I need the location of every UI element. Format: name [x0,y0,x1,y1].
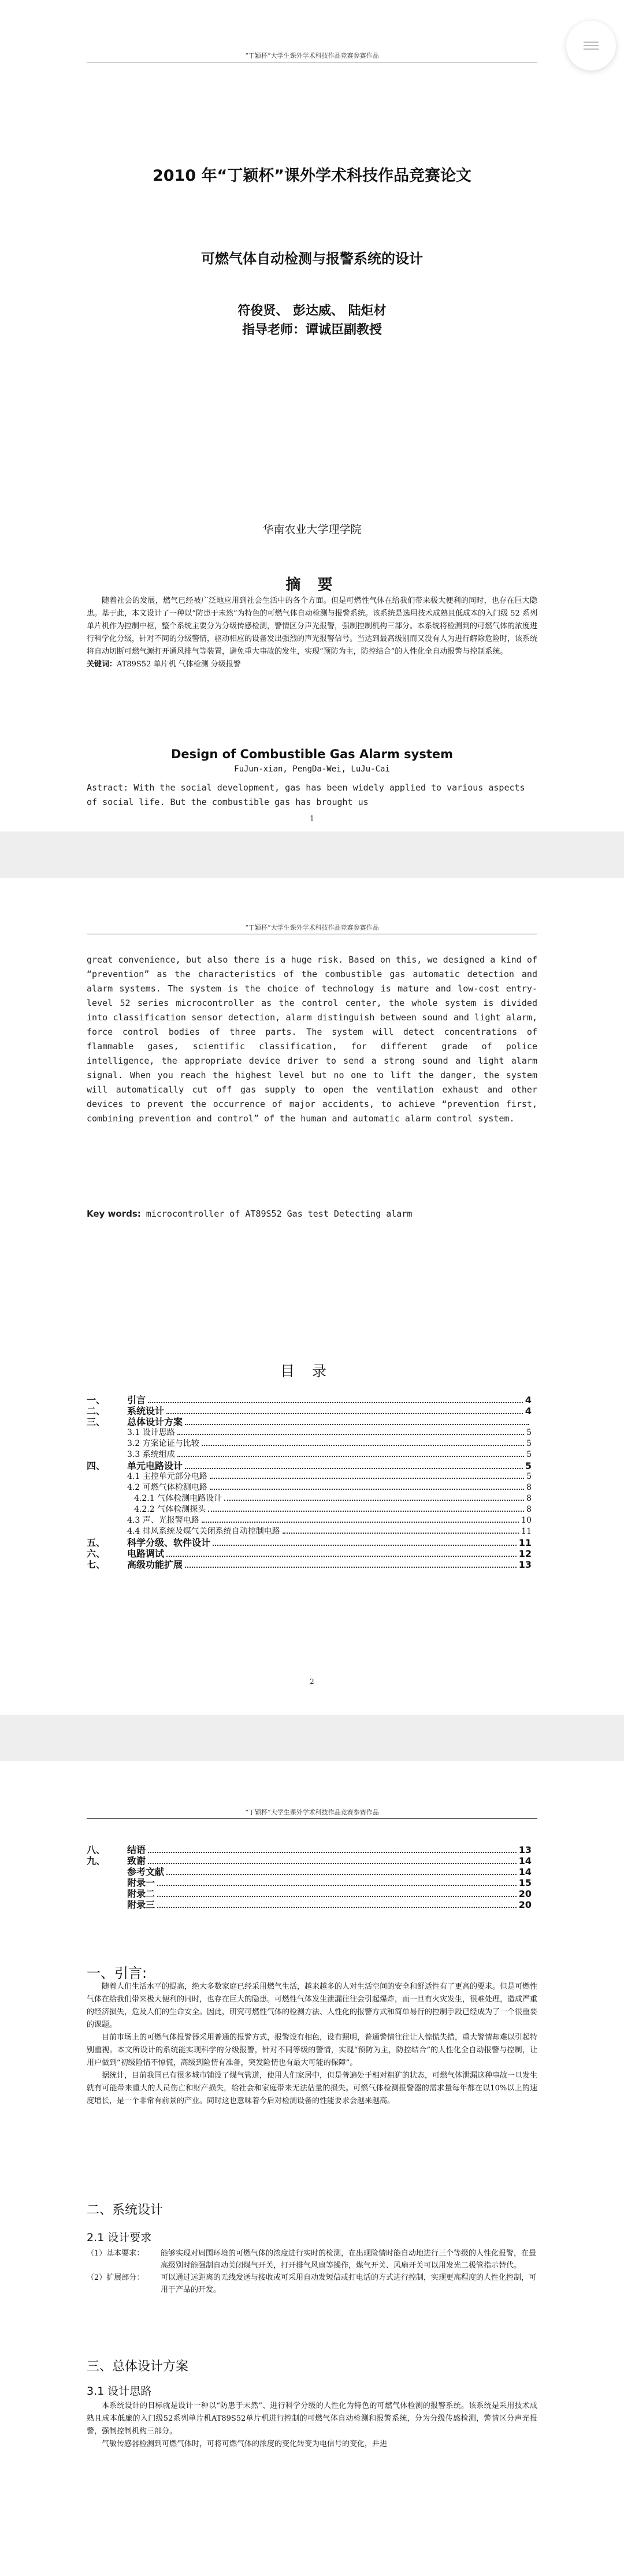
toc-entry-number: 六、 [87,1548,106,1559]
toc-leader-dots [157,1885,517,1886]
section-3-1-title: 3.1 设计思路 [87,2385,152,2398]
toc-leader-dots [224,1500,524,1501]
requirement-item [87,2272,537,2296]
toc-entry[interactable] [87,1395,532,1406]
toc-entry-label: 致谢 [127,1855,146,1866]
section-3-title: 三、总体设计方案 [87,2359,189,2374]
table-of-contents-continued [87,1844,532,1910]
toc-entry[interactable] [87,1548,532,1559]
paragraph: 目前市场上的可燃气体报警器采用普通的报警方式，报警设有相色，设有照明，普通警情往往让人惊慌失措，重大警情却难以引起特别重视。本文所设计的系统能实现科学的分级报警，针对不同等级的警情，实现“预防为主，防控结合”的人性化全自动报警与控制，让用户做到“初级险情不惊慌，高级到险情有准备，突发险情也有最大可能的保障”。 [87,2033,538,2067]
english-abstract-start: Astract: With the social development, gas has been widely applied to various aspects of social life. But the combustible gas has brought us [87,782,525,807]
toc-entry[interactable] [87,1855,532,1866]
toc-entry-page: 13 [518,1559,532,1570]
toc-entry-label: 4.2.1 气体检测电路设计 [134,1494,222,1503]
toc-leader-dots [157,1896,517,1897]
toc-entry-label: 4.2.2 气体检测探头 [134,1505,206,1514]
toc-entry[interactable] [87,1526,532,1537]
toc-entry-page: 5 [526,1450,532,1459]
advisor: 指导老师：谭诚臣副教授 [242,323,382,337]
page-header: “丁颖杯”大学生课外学术科技作品竞赛参赛作品 [87,51,537,62]
toc-leader-dots [148,1402,523,1403]
english-authors: FuJun-xian, PengDa-Wei, LuJu-Cai [234,765,390,774]
keywords-text: AT89S52 单片机 气体检测 分级报警 [117,660,241,669]
toc-leader-dots [185,1424,529,1425]
english-keywords-text: microcontroller of AT89S52 Gas test Detecting alarm [146,1209,413,1219]
toc-entry[interactable] [87,1899,532,1910]
abstract [87,595,537,671]
toc-entry-label: 总体设计方案 [127,1416,183,1427]
toc-leader-dots [283,1533,519,1534]
toc-entry-label: 参考文献 [127,1866,165,1877]
page-2 [0,878,624,1715]
paper-title: 2010 年“丁颖杯”课外学术科技作品竞赛论文 [152,167,472,185]
section-1-body [87,1981,537,2108]
toc-entry-label: 结语 [127,1844,146,1855]
toc-leader-dots [166,1556,517,1557]
school-name: 华南农业大学理学院 [262,523,362,536]
toc-entry-label: 电路调试 [127,1548,165,1559]
toc-entry[interactable] [87,1460,532,1471]
toc-entry-label: 4.1 主控单元部分电路 [127,1472,207,1481]
toc-entry-label: 单元电路设计 [127,1460,183,1471]
toc-entry-page: 8 [526,1505,532,1514]
toc-entry[interactable] [87,1471,532,1482]
toc-entry-page: 12 [518,1548,532,1559]
toc-entry-page: 13 [518,1844,532,1855]
toc-entry[interactable] [87,1449,532,1460]
toc-entry-label: 系统设计 [127,1406,165,1416]
toc-leader-dots [208,1511,524,1512]
toc-entry-page: 20 [518,1888,532,1899]
toc-leader-dots [210,1478,524,1479]
toc-leader-dots [210,1489,524,1490]
toc-entry[interactable] [87,1427,532,1438]
requirement-text: 能够实现对周围环境的可燃气体的浓度进行实时的检测，在出现险情时能自动地进行三个等级的人性化报警，在最高级别时能强制自动关闭煤气开关，打开排气风扇等操作，煤气开关、风扇开关可以用发光二极管指示替代。 [161,2249,537,2270]
toc-entry-page: 11 [518,1537,532,1548]
abstract-body: 随着社会的发展，燃气已经被广泛地应用到社会生活中的各个方面。但是可燃性气体在给我们带来极大便利的同时，也存在巨大隐患。基于此，本文设计了一种以“防患于未然”为特色的可燃气体自动检测与报警系统。该系统是选用技术成熟且低成本的入门级 52 系列单片机作为控制中枢，整个系统主要分为分级传感检测，警情区分声光报警，强制控制机构三部分。本系统将检测到的可燃气体的浓度进行科学化分级，针对不同的分级警情，驱动相应的设备发出强烈的声光报警信号。当达到最高级别而又没有人为进行解除危险时，该系统将自动切断可燃气源打开通风排气等装置，避免重大事故的发生，实现“预防为主，防控结合”的人性化全自动报警与控制系统。 [87,597,538,656]
toc-entry[interactable] [87,1406,532,1416]
english-abstract-continued: great convenience, but also there is a huge risk. Based on this, we designed a kind of “prevention” as the characteristics of the combustible gas automatic detection and alarm systems. The system is the choice of technology is mature and low-cost entry-level 52 series microcontroller as the control center, the whole system is divided into classification sensor detection, alarm distinguish between sound and light alarm, force control bodies of three parts. The system will detect concentrations of flammable gases, scientific classification, for different grade of police intelligence, the appropriate device driver to send a strong sound and light alarm signal. When you reach the highest level but no one to lift the danger, the system will automatically cut off gas supply to open the ventilation exhaust and other devices to prevent the occurrence of major accidents, to achieve “prevention first, combining prevention and control” of the human and automatic alarm control system. [87,955,537,1124]
requirement-item [87,2247,537,2272]
toc-title: 目录 [280,1363,344,1380]
toc-leader-dots [166,1874,517,1875]
requirement-label: （1）基本要求： [87,2249,144,2258]
toc-entry-label: 3.2 方案论证与比较 [127,1439,199,1448]
toc-leader-dots [148,1863,517,1864]
toc-entry-page: 4 [525,1395,532,1406]
toc-leader-dots [166,1413,523,1414]
authors: 符俊贤、 彭达威、 陆炬材 [237,304,387,318]
hamburger-icon [584,39,599,52]
section-2-1-title: 2.1 设计要求 [87,2231,152,2244]
toc-leader-dots [157,1907,517,1908]
english-keywords [87,1207,537,1221]
toc-entry-number: 八、 [87,1844,106,1855]
toc-entry-page: 14 [518,1855,532,1866]
toc-entry[interactable] [87,1537,532,1548]
paragraph: 据统计，目前我国已有很多城市铺设了煤气管道，使用人们家居中，但是普遍处于相对粗犷的状态，可燃气体泄漏这种事故一旦发生就有可能带来重大的人员伤亡和财产损失，给社会和家庭带来无法估量的损失。可燃气体检测报警器的需求量每年都在以10%以上的速度增长，是一个非常有前景的产业。同时这也意味着今后对检测设备的性能要求会越来越高。 [87,2071,538,2105]
paragraph: 气敏传感器检测到可燃气体时，可将可燃气体的浓度的变化转变为电信号的变化，并进 [102,2440,388,2448]
toc-entry-label: 附录二 [127,1888,155,1899]
toc-leader-dots [202,1522,519,1523]
toc-entry-label: 3.1 设计思路 [127,1428,175,1437]
toc-entry-page: 4 [525,1406,532,1416]
toc-entry-page: 15 [518,1877,532,1888]
page-3 [0,1761,624,2576]
section-1-title: 一、引言: [87,1965,147,1981]
requirement-text: 可以通过远距离的无线发送与接收或可采用自动发短信或打电话的方式进行控制，实现更高程度的人性化控制，可用于产品的开发。 [161,2273,537,2294]
table-of-contents [87,1395,532,1570]
toc-entry-page: 5 [526,1472,532,1481]
toc-entry[interactable] [87,1493,532,1504]
paper-subtitle: 可燃气体自动检测与报警系统的设计 [201,251,423,267]
page-number: 1 [310,814,314,822]
toc-entry-page: 14 [518,1866,532,1877]
paragraph: 随着人们生活水平的提高，绝大多数家庭已经采用燃气生活，越来越多的人对生活空间的安全和舒适性有了更高的要求。但是可燃性气体在给我们带来极大便利的同时，也存在巨大的隐患。可燃性气体发生泄漏往往会引起爆炸，而一旦有火灾发生，很难处理，造成严重的经济损失，危及人们的生命安全。因此，研究可燃性气体的检测方法、人性化的报警方式和简单易行的控制手段已经成为了一个很重要的课题。 [87,1982,538,2029]
toc-leader-dots [185,1468,523,1469]
page-number: 2 [310,1677,314,1686]
toc-entry[interactable] [87,1515,532,1526]
toc-entry-page: 8 [526,1494,532,1503]
toc-leader-dots [185,1567,517,1568]
toc-leader-dots [202,1445,524,1446]
toc-entry[interactable] [87,1888,532,1899]
page-1 [0,0,624,832]
toc-entry-label: 4.3 声、光报警电路 [127,1516,199,1525]
toc-entry-page: 5 [526,1439,532,1448]
requirement-label: （2）扩展部分： [87,2273,144,2282]
section-3-1-body [87,2400,537,2451]
toc-entry-label: 4.2 可燃气体检测电路 [127,1483,207,1492]
toc-leader-dots [177,1456,524,1457]
toc-entry-label: 引言 [127,1395,146,1406]
toc-entry[interactable] [87,1438,532,1449]
english-title: Design of Combustible Gas Alarm system [170,747,453,761]
toc-entry-number: 七、 [87,1559,106,1570]
toc-entry-label: 附录一 [127,1877,155,1888]
toc-leader-dots [213,1545,517,1546]
toc-entry[interactable] [87,1877,532,1888]
toc-entry-number: 二、 [87,1406,106,1416]
toc-entry[interactable] [87,1844,532,1855]
page-header: “丁颖杯”大学生课外学术科技作品竞赛参赛作品 [87,923,537,934]
toc-entry-number: 三、 [87,1416,106,1427]
english-keywords-label: Key words: [87,1209,141,1219]
toc-entry-page: 11 [521,1527,532,1536]
toc-entry[interactable] [87,1866,532,1877]
toc-entry[interactable] [87,1416,532,1427]
toc-entry-page: 5 [525,1460,532,1471]
toc-entry-page: 20 [518,1899,532,1910]
page-header: “丁颖杯”大学生课外学术科技作品竞赛参赛作品 [87,1807,537,1819]
requirements-list [87,2247,537,2296]
toc-entry-label: 高级功能扩展 [127,1559,183,1570]
paragraph: 本系统设计的目标就是设计一种以“防患于未然”、进行科学分级的人性化为特色的可燃气体检测的报警系统。该系统是采用技术成熟且成本低廉的入门级52系列单片机AT89S52单片机进行控制的可燃气体自动检测和报警系统，分为分级传感检测，警情区分声光报警，强制控制机构三部分。 [87,2402,537,2436]
toc-entry-label: 4.4 排风系统及煤气关闭系统自动控制电路 [127,1527,280,1536]
toc-entry-page: 5 [526,1428,532,1437]
section-2-title: 二、系统设计 [87,2203,164,2217]
toc-entry-number: 五、 [87,1537,106,1548]
toc-entry-label: 科学分级、软件设计 [127,1537,211,1548]
toc-entry-label: 3.3 系统组成 [127,1450,175,1459]
toc-entry[interactable] [87,1482,532,1493]
keywords [87,658,537,671]
keywords-label: 关键词： [87,660,117,669]
toc-entry-number: 一、 [87,1395,106,1406]
toc-entry-page: 8 [526,1483,532,1492]
toc-entry-number: 四、 [87,1460,106,1471]
toc-entry-number: 九、 [87,1855,106,1866]
toc-entry-page: 10 [521,1516,532,1525]
toc-leader-dots [148,1852,517,1853]
toc-entry[interactable] [87,1504,532,1515]
toc-entry-label: 附录三 [127,1899,155,1910]
toc-leader-dots [177,1434,524,1435]
abstract-title: 摘 要 [285,576,339,594]
menu-button[interactable] [566,21,616,70]
toc-entry[interactable] [87,1559,532,1570]
